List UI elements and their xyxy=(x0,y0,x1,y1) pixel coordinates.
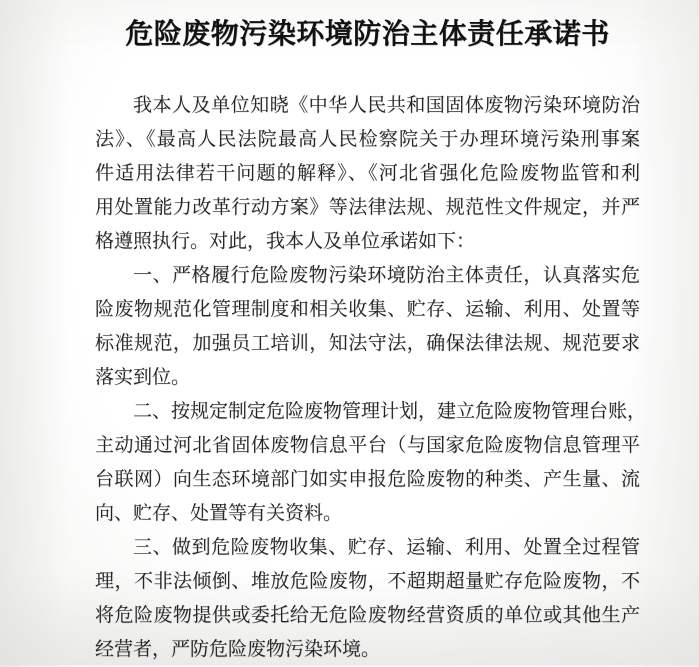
paragraph-4-line-4: 经营者，严防危险废物污染环境。 xyxy=(95,639,381,660)
paragraph-3-line-4: 向、贮存、处置等有关资料。 xyxy=(95,503,343,524)
paragraph-2-line-3: 标准规范，加强员工培训，知法守法，确保法律法规、规范要求 xyxy=(95,333,640,354)
paragraph-2-line-1: 一、严格履行危险废物污染环境防治主体责任，认真落实危 xyxy=(133,265,640,286)
paragraph-3-line-2: 主动通过河北省固体废物信息平台（与国家危险废物信息管理平 xyxy=(95,435,640,456)
paragraph-1-line-1: 我本人及单位知晓《中华人民共和国固体废物污染环境防治 xyxy=(133,95,640,116)
paragraph-1-line-4: 用处置能力改革行动方案》等法律法规、规范性文件规定，并严 xyxy=(95,197,640,218)
paragraph-4-line-2: 理，不非法倾倒、堆放危险废物，不超期超量贮存危险废物，不 xyxy=(95,571,640,592)
paragraph-1-line-2: 法》、《最高人民法院最高人民检察院关于办理环境污染刑事案 xyxy=(95,129,640,150)
paragraph-4-line-1: 三、做到危险废物收集、贮存、运输、利用、处置全过程管 xyxy=(133,537,640,558)
paragraph-2-line-2: 险废物规范化管理制度和相关收集、贮存、运输、利用、处置等 xyxy=(95,299,640,320)
paragraph-3-line-3: 台联网）向生态环境部门如实申报危险废物的种类、产生量、流 xyxy=(95,469,640,490)
paragraph-1-line-3: 件适用法律若干问题的解释》、《河北省强化危险废物监管和利 xyxy=(95,163,640,184)
paragraph-1-line-5: 格遵照执行。对此，我本人及单位承诺如下： xyxy=(95,231,476,252)
paragraph-2-line-4: 落实到位。 xyxy=(95,367,191,388)
paragraph-4-line-3: 将危险废物提供或委托给无危险废物经营资质的单位或其他生产 xyxy=(95,605,640,626)
document-body xyxy=(95,89,647,667)
paragraph-3-line-1: 二、按规定制定危险废物管理计划，建立危险废物管理台账， xyxy=(133,401,647,422)
document-title: 危险废物污染环境防治主体责任承诺书 xyxy=(125,19,610,50)
